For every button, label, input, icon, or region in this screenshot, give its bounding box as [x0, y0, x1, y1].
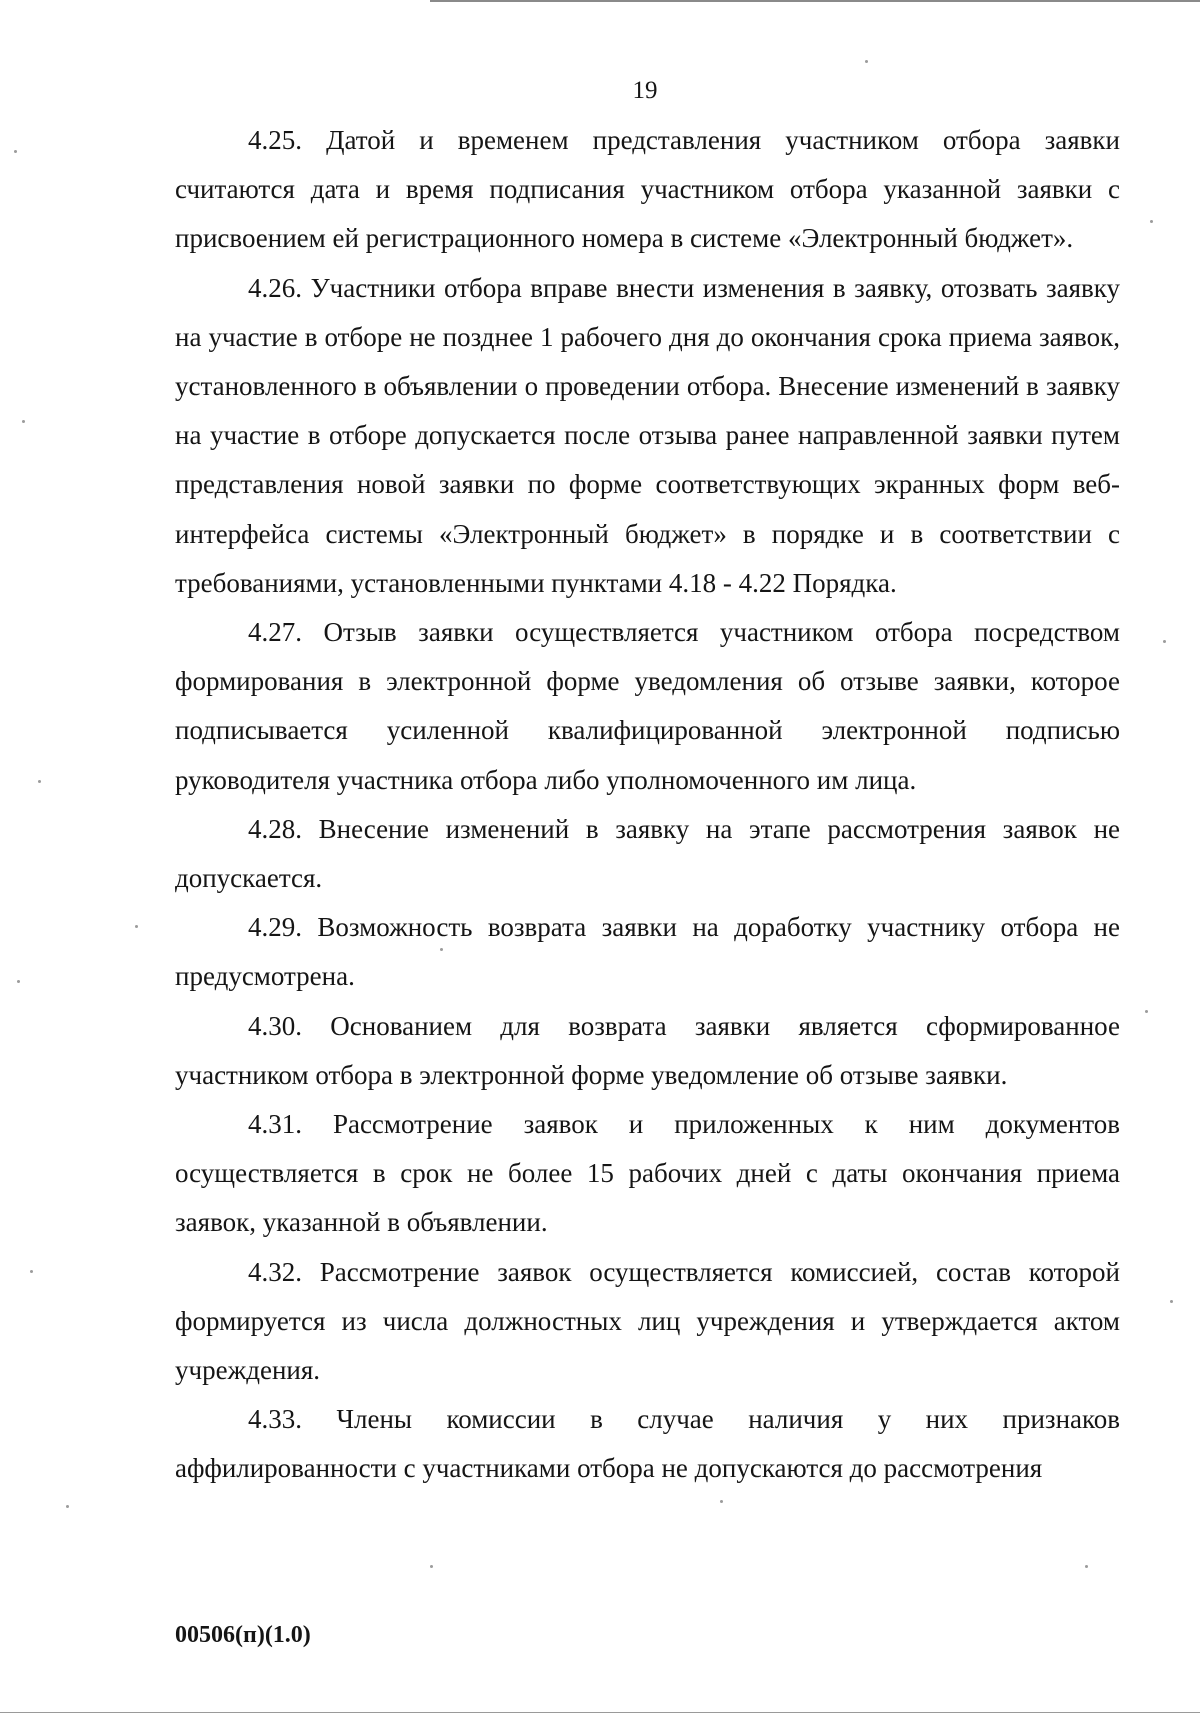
scan-speck [440, 948, 443, 951]
paragraph-4-27: 4.27. Отзыв заявки осуществляется участником отбора посредством формирования в электронной форме уведомления об отзыве заявки, которое подписывается усиленной квалифицированной электронной подписью руководителя участника отбора либо уполномоченного им лица. [175, 617, 1120, 795]
scan-speck [30, 1270, 33, 1273]
paragraph-4-28: 4.28. Внесение изменений в заявку на этапе рассмотрения заявок не допускается. [175, 813, 1120, 894]
scan-speck [14, 150, 17, 153]
paragraph-4-31: 4.31. Рассмотрение заявок и приложенных к ним документов осуществляется в срок не более 15 рабочих дней с даты окончания приема заявок, указанной в объявлении. [175, 1109, 1120, 1238]
scan-speck [865, 60, 868, 63]
paragraph-4-33: 4.33. Члены комиссии в случае наличия у них признаков аффилированности с участниками отбора не допускаются до рассмотрения [175, 1404, 1120, 1484]
scan-edge-bottom [0, 1712, 1200, 1713]
scan-speck [17, 980, 20, 983]
scan-speck [66, 1505, 69, 1508]
scan-speck [1163, 640, 1166, 643]
scan-speck [135, 925, 138, 928]
scan-speck [430, 1565, 433, 1568]
paragraph-4-29: 4.29. Возможность возврата заявки на доработку участнику отбора не предусмотрена. [175, 912, 1120, 992]
scan-speck [720, 1500, 723, 1503]
scan-speck [1145, 1010, 1148, 1013]
scan-speck [1150, 220, 1153, 223]
document-body [175, 116, 1120, 1494]
document-code: 00506(п)(1.0) [175, 1622, 311, 1648]
paragraph-4-32: 4.32. Рассмотрение заявок осуществляется комиссией, состав которой формируется из числа должностных лиц учреждения и утверждается актом учреждения. [175, 1256, 1120, 1386]
scan-speck [38, 780, 41, 783]
paragraph-4-25: 4.25. Датой и временем представления участником отбора заявки считаются дата и время подписания участником отбора указанной заявки с присвоением ей регистрационного номера в системе «Электронный бюджет». [175, 125, 1120, 254]
scan-speck [1170, 1300, 1173, 1303]
scan-speck [22, 420, 25, 423]
scan-edge-top [430, 0, 1200, 2]
paragraph-4-26: 4.26. Участники отбора вправе внести изменения в заявку, отозвать заявку на участие в отборе не позднее 1 рабочего дня до окончания срока приема заявок, установленного в объявлении о проведении отбора. Внесение изменений в заявку на участие в отборе допускается после отзыва ранее направленной заявки путем представления новой заявки по форме соответствующих экранных форм веб-интерфейса системы «Электронный бюджет» в порядке и в соответствии с требованиями, установленными пунктами 4.18 - 4.22 Порядка. [175, 272, 1120, 598]
paragraph-4-30: 4.30. Основанием для возврата заявки является сформированное участником отбора в электронной форме уведомление об отзыве заявки. [175, 1010, 1120, 1090]
scan-speck [1085, 1565, 1088, 1568]
page-number: 19 [632, 77, 658, 104]
